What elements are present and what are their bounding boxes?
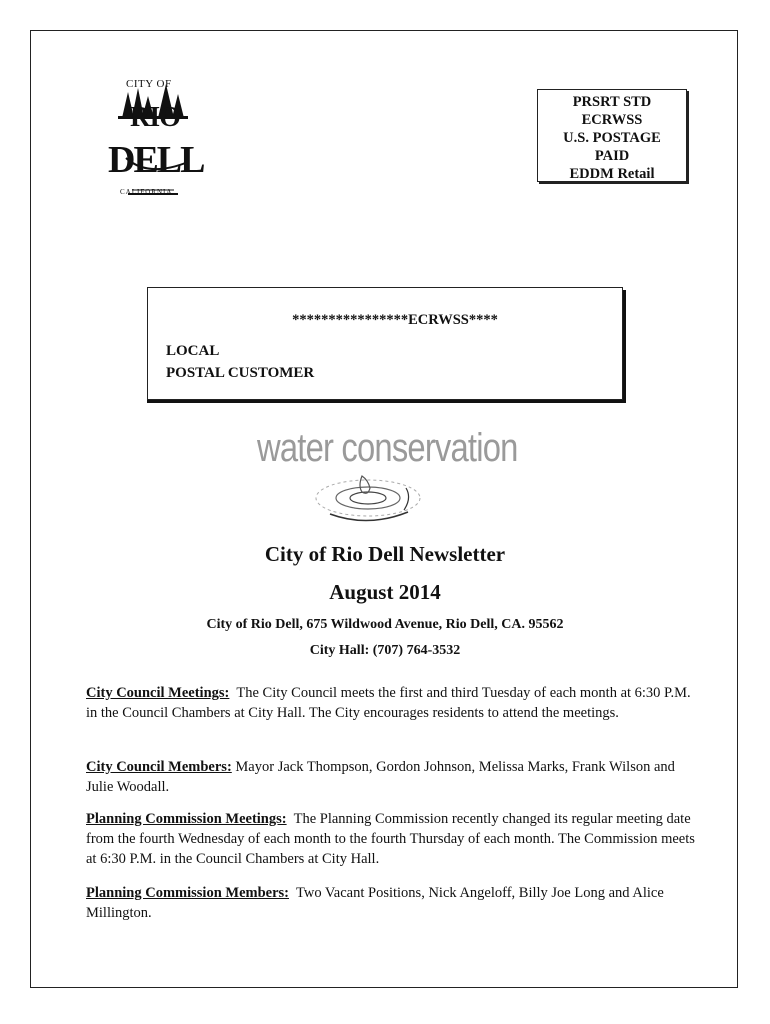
water-drop-ripple-icon bbox=[300, 468, 440, 534]
section-body: The City Council meets the first and third Tuesday of each month at 6:30 P.M. in the Council Chambers at City Hall. The City encourages residents to attend the meetings. bbox=[86, 685, 691, 721]
logo-city-of: CITY OF bbox=[126, 78, 172, 90]
address-line-1: LOCAL bbox=[166, 343, 220, 359]
section-heading: Planning Commission Members: bbox=[86, 885, 289, 901]
section-planning-members bbox=[86, 883, 696, 923]
section-planning-meetings bbox=[86, 809, 696, 869]
city-logo bbox=[108, 78, 208, 208]
city-address: City of Rio Dell, 675 Wildwood Avenue, Rio Dell, CA. 95562 bbox=[206, 617, 564, 632]
postage-line: U.S. POSTAGE bbox=[563, 130, 661, 146]
section-council-meetings bbox=[86, 683, 696, 723]
section-heading: City Council Meetings: bbox=[86, 685, 230, 701]
newsletter-date: August 2014 bbox=[329, 580, 441, 604]
section-heading: Planning Commission Meetings: bbox=[86, 811, 287, 827]
section-body: Mayor Jack Thompson, Gordon Johnson, Melissa Marks, Frank Wilson and Julie Woodall. bbox=[86, 759, 675, 795]
postage-line: PRSRT STD bbox=[572, 94, 652, 110]
logo-state: CALIFORNIA bbox=[120, 188, 173, 196]
postage-line: EDDM Retail bbox=[569, 166, 655, 182]
postage-line: PAID bbox=[594, 148, 630, 164]
postage-line: ECRWSS bbox=[581, 112, 643, 128]
section-council-members bbox=[86, 757, 696, 797]
section-heading: City Council Members: bbox=[86, 759, 232, 775]
ecrwss-line: ****************ECRWSS**** bbox=[292, 312, 498, 328]
section-body: Two Vacant Positions, Nick Angeloff, Billy Joe Long and Alice Millington. bbox=[86, 885, 664, 921]
address-line-2: POSTAL CUSTOMER bbox=[166, 365, 315, 381]
mailing-address-box bbox=[147, 287, 623, 400]
section-body: The Planning Commission recently changed its regular meeting date from the fourth Wednesday of each month to the fourth Thursday of each month. The Commission meets at 6:30 P.M. in the Council Chambers at City Hall. bbox=[86, 811, 695, 867]
city-hall-phone: City Hall: (707) 764-3532 bbox=[309, 643, 461, 658]
postage-indicia bbox=[537, 89, 687, 182]
newsletter-title: City of Rio Dell Newsletter bbox=[264, 542, 506, 566]
logo-rio: RIO bbox=[130, 102, 180, 133]
logo-dell: DELL bbox=[108, 139, 204, 181]
water-conservation-banner: water conservation bbox=[257, 426, 518, 470]
